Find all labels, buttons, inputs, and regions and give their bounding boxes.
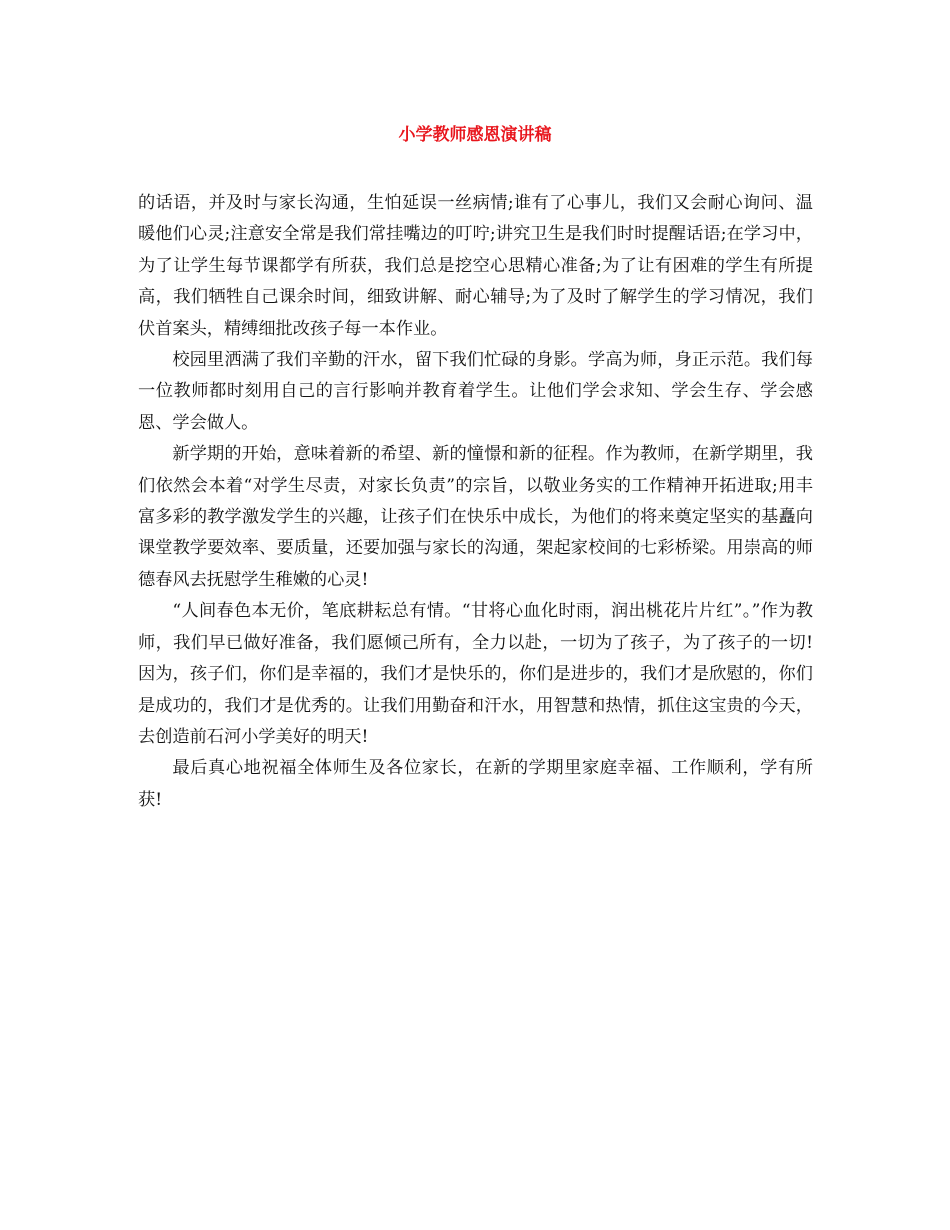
paragraph-quote: “人间春色本无价，笔底耕耘总有情。“甘将心血化时雨，润出桃花片片红”。”作为教师，我们早已做好准备，我们愿倾己所有，全力以赴，一切为了孩子，为了孩子的一切!因为，孩子们，你们是幸福的，我们才是快乐的，你们是进步的，我们才是欣慰的，你们是成功的，我们才是优秀的。让我们用勤奋和汗水，用智慧和热情，抓住这宝贵的今天，去创造前石河小学美好的明天! (138, 601, 813, 747)
paragraph-new-semester: 新学期的开始，意味着新的希望、新的憧憬和新的征程。作为教师，在新学期里，我们依然会本着“对学生尽责，对家长负责”的宗旨，以敬业务实的工作精神开拓进取;用丰富多彩的教学激发学生的兴趣，让孩子们在快乐中成长，为他们的将来奠定坚实的基矗向课堂教学要效率、要质量，还要加强与家长的沟通，架起家校间的七彩桥梁。用崇高的师德春风去抚慰学生稚嫩的心灵! (138, 444, 813, 590)
document-body (138, 188, 813, 816)
paragraph-campus: 校园里洒满了我们辛勤的汗水，留下我们忙碌的身影。学高为师，身正示范。我们每一位教师都时刻用自己的言行影响并教育着学生。让他们学会求知、学会生存、学会感恩、学会做人。 (138, 350, 813, 433)
page-title: 小学教师感恩演讲稿 (398, 125, 552, 145)
paragraph-closing-wishes: 最后真心地祝福全体师生及各位家长，在新的学期里家庭幸福、工作顺利，学有所获! (138, 758, 813, 810)
paragraph-continuation: 的话语，并及时与家长沟通，生怕延误一丝病情;谁有了心事儿，我们又会耐心询问、温暖他们心灵;注意安全常是我们常挂嘴边的叮咛;讲究卫生是我们时时提醒话语;在学习中，为了让学生每节课都学有所获，我们总是挖空心思精心准备;为了让有困难的学生有所提高，我们牺牲自己课余时间，细致讲解、耐心辅导;为了及时了解学生的学习情况，我们伏首案头，精缚细批改孩子每一本作业。 (138, 193, 813, 339)
